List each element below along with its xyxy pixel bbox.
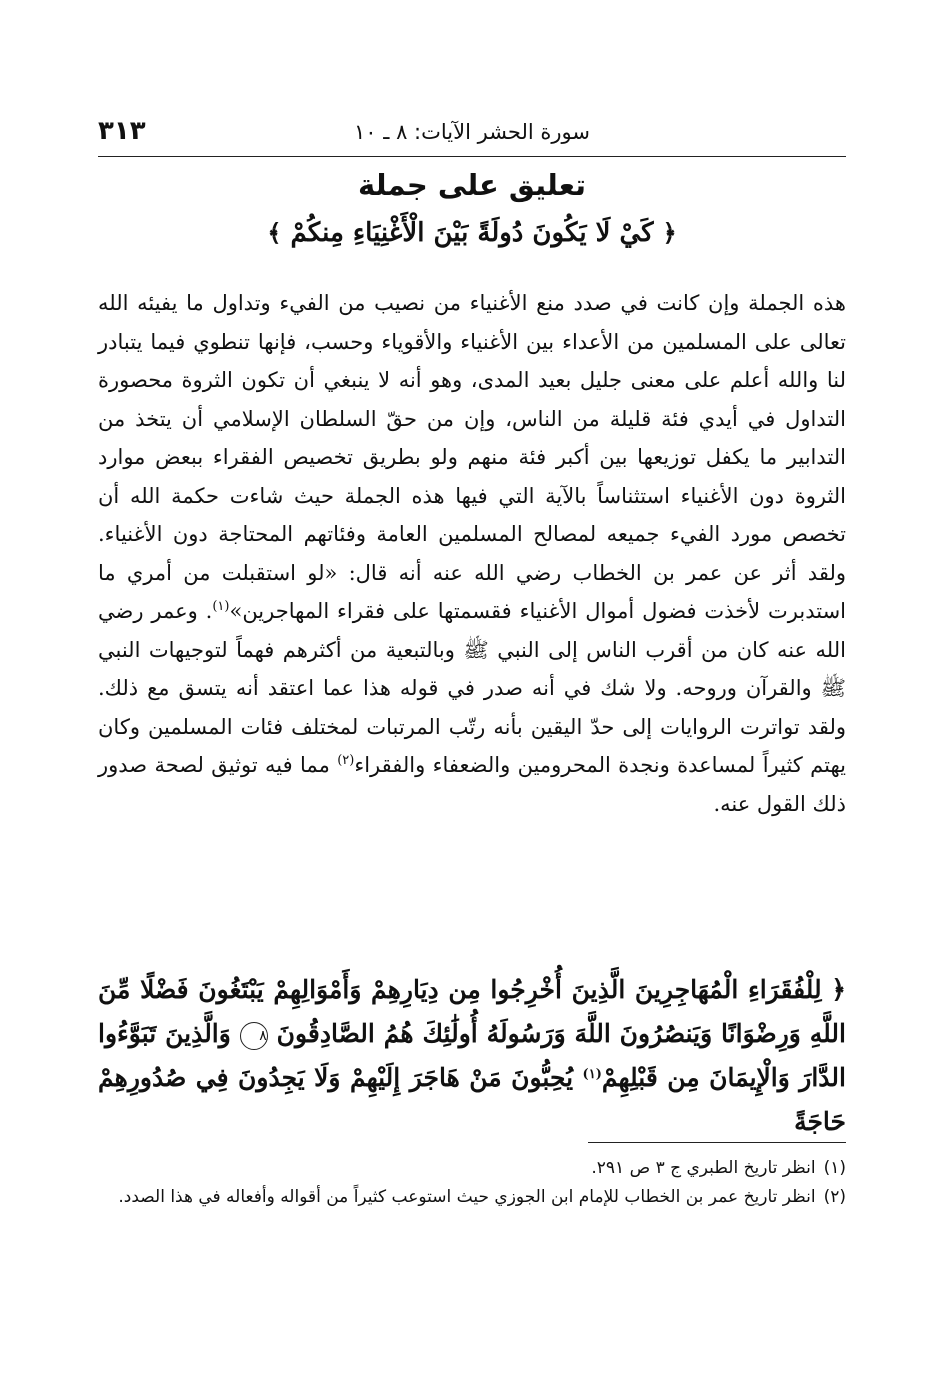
footnote-2 [98, 1183, 846, 1212]
footnote-text: انظر تاريخ عمر بن الخطاب للإمام ابن الجوزي حيث استوعب كثيراً من أقواله وأفعاله في هذا الصدد. [118, 1187, 816, 1207]
quran-text-3: يُحِبُّونَ مَنْ هَاجَرَ إِلَيْهِمْ وَلَا يَجِدُونَ فِي صُدُورِهِمْ حَاجَةً [98, 1063, 846, 1136]
quran-verses [98, 968, 846, 1144]
footnote-ref-2: (٢) [337, 753, 355, 768]
body-part-3: مما فيه توثيق لصحة صدور ذلك القول عنه. [98, 753, 846, 816]
quran-footnote-ref: (١) [582, 1067, 602, 1082]
footnotes [98, 1154, 846, 1212]
footnote-divider [588, 1142, 846, 1143]
quran-text-1: لِلْفُقَرَاءِ الْمُهَاجِرِينَ الَّذِينَ أُخْرِجُوا مِن دِيَارِهِمْ وَأَمْوَالِهِمْ يَبْتَغُونَ فَضْلًا مِّنَ اللَّهِ وَرِضْوَانًا وَيَنصُرُونَ اللَّهَ وَرَسُولَهُ أُولَٰئِكَ هُمُ الصَّادِقُونَ [98, 975, 846, 1048]
footnote-text: انظر تاريخ الطبري ج ٣ ص ٢٩١. [591, 1158, 816, 1178]
quran-open-bracket: ﴿ [831, 975, 846, 1004]
footnote-number: (١) [823, 1158, 846, 1178]
footnote-ref-1: (١) [212, 599, 230, 614]
verse-close-bracket: ﴾ [267, 218, 282, 247]
body-part-2: . وعمر رضي الله عنه كان من أقرب الناس إلى النبي ﷺ وبالتبعية من أكثرهم فهماً لتوجيهات النبي ﷺ والقرآن وروحه. ولا شك في أنه صدر في قوله هذا عما اعتقد أنه يتسق مع ذلك. ولقد تواترت الروايات إلى حدّ اليقين بأنه رتّب المرتبات لمختلف فئات المسلمين وكان يهتم كثيراً لمساعدة ونجدة المحرومين والضعفاء والفقراء [98, 599, 846, 777]
heading-verse-text: كَيْ لَا يَكُونَ دُولَةً بَيْنَ الْأَغْنِيَاءِ مِنكُمْ [290, 218, 654, 248]
page-number: ٣١٣ [98, 116, 146, 146]
footnote-number: (٢) [823, 1187, 846, 1207]
heading-verse [98, 218, 846, 248]
verse-open-bracket: ﴿ [662, 218, 677, 247]
running-title: سورة الحشر الآيات: ٨ ـ ١٠ [354, 120, 590, 144]
body-paragraph [98, 284, 846, 823]
section-heading: تعليق على جملة [357, 168, 587, 202]
ayah-number-marker: ٨ [240, 1022, 268, 1050]
body-part-1: هذه الجملة وإن كانت في صدد منع الأغنياء من نصيب من الفيء وتداول ما يفيئه الله تعالى على المسلمين من الأعداء بين الأغنياء والأقوياء وحسب، فإنها تنطوي فيما يتبادر لنا والله أعلم على معنى جليل بعيد المدى، وهو أنه لا ينبغي أن تكون الثروة محصورة التداول في أيدي فئة قليلة من الناس، وإن من حقّ السلطان الإسلامي أن يتخذ من التدابير ما يكفل توزيعها بين أكبر فئة منهم ولو بطريق تخصيص الفقراء ببعض موارد الثروة دون الأغنياء استثناساً بالآية التي فيها هذه الجملة حيث شاءت حكمة الله أن تخصص مورد الفيء جميعه لمصالح المسلمين العامة وفئاتهم المحتاجة دون الأغنياء. ولقد أثر عن عمر بن الخطاب رضي الله عنه أنه قال: «لو استقبلت من أمري ما استدبرت لأخذت فضول أموال الأغنياء فقسمتها على فقراء المهاجرين» [98, 291, 847, 623]
page-header [98, 112, 846, 157]
quran-text-2: وَالَّذِينَ تَبَوَّءُوا الدَّارَ وَالْإِيمَانَ مِن قَبْلِهِمْ [98, 1019, 846, 1092]
footnote-1 [98, 1154, 846, 1183]
